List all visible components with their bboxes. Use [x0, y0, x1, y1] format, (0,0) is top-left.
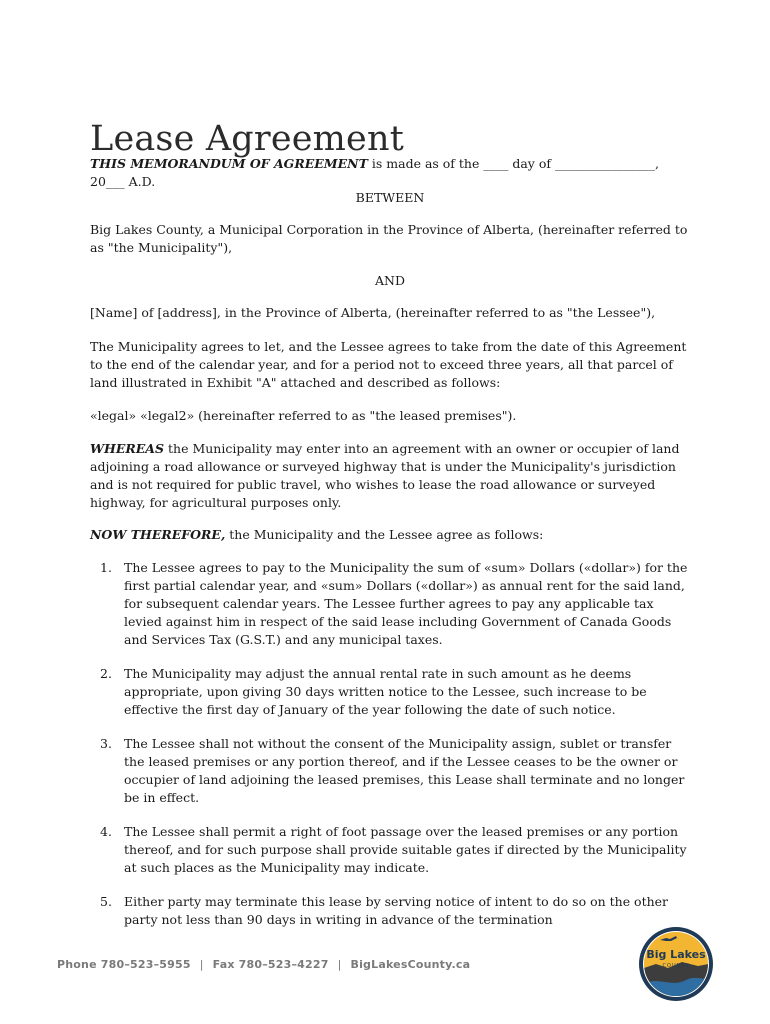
- clause-item: [90, 893, 690, 929]
- between-heading: BETWEEN: [355, 190, 425, 205]
- whereas-rest: the Municipality may enter into an agreement with an owner or occupier of land adjoining a road allowance or surveyed highway that is under the Municipality's jurisdiction and is not required for public travel, who wishes to lease the road allowance or surveyed highway, for agricultural purposes only.: [90, 441, 680, 510]
- logo-text-big: Big Lakes: [646, 948, 706, 961]
- agreement-paragraph: The Municipality agrees to let, and the Lessee agrees to take from the date of this Agreement to the end of the calendar year, and for a period not to exceed three years, all that parcel of land illustrated in Exhibit "A" attached and described as follows:: [90, 339, 687, 390]
- clause-text: The Lessee agrees to pay to the Municipality the sum of «sum» Dollars («dollar») for the first partial calendar year, and «sum» Dollars («dollar») as annual rent for the said land, for subsequent calendar years. The Lessee further agrees to pay any applicable tax levied against him in respect of the said lease including Government of Canada Goods and Services Tax (G.S.T.) and any municipal taxes.: [124, 560, 688, 647]
- clause-item: [90, 559, 690, 649]
- clause-number: 3.: [100, 736, 112, 751]
- clause-list: [90, 559, 690, 945]
- clause-text: The Municipality may adjust the annual rental rate in such amount as he deems appropriate, upon giving 30 days written notice to the Lessee, such increase to be effective the first day of January of the year following the date of such notice.: [124, 666, 647, 717]
- footer-website[interactable]: BigLakesCounty.ca: [350, 958, 471, 971]
- intro-rest: is made as of the ____ day of ________________, 20___ A.D.: [90, 156, 659, 189]
- footer-separator: |: [199, 958, 204, 971]
- footer-contact: [57, 958, 470, 971]
- clause-number: 4.: [100, 824, 112, 839]
- logo-text-small: COUNTY: [662, 963, 690, 969]
- clause-text: The Lessee shall not without the consent of the Municipality assign, sublet or transfer the leased premises or any portion thereof, and if the Lessee ceases to be the owner or occupier of land adjoining the leased premises, this Lease shall terminate and no longer be in effect.: [124, 736, 685, 805]
- whereas-paragraph: [90, 440, 690, 512]
- footer-separator: |: [337, 958, 342, 971]
- footer-fax: Fax 780–523–4227: [212, 958, 329, 971]
- now-therefore-paragraph: [90, 526, 690, 544]
- party1-paragraph: Big Lakes County, a Municipal Corporation in the Province of Alberta, (hereinafter referred to as "the Municipality"),: [90, 222, 688, 255]
- clause-number: 2.: [100, 666, 112, 681]
- and-heading: AND: [375, 273, 405, 288]
- clause-number: 5.: [100, 894, 112, 909]
- intro-lead: THIS MEMORANDUM OF AGREEMENT: [90, 156, 368, 171]
- document-title: Lease Agreement: [90, 119, 404, 160]
- big-lakes-county-logo: [638, 926, 714, 1002]
- now-therefore-rest: the Municipality and the Lessee agree as follows:: [225, 527, 544, 542]
- clause-item: [90, 823, 690, 877]
- party2-paragraph: [Name] of [address], in the Province of Alberta, (hereinafter referred to as "the Lessee"),: [90, 305, 656, 320]
- intro-paragraph: [90, 155, 690, 191]
- footer-phone: Phone 780–523–5955: [57, 958, 191, 971]
- whereas-lead: WHEREAS: [90, 441, 165, 456]
- clause-text: Either party may terminate this lease by serving notice of intent to do so on the other party not less than 90 days in writing in advance of the termination: [124, 894, 669, 927]
- legal-paragraph: «legal» «legal2» (hereinafter referred to as "the leased premises").: [90, 408, 517, 423]
- now-therefore-lead: NOW THEREFORE,: [90, 527, 226, 542]
- clause-text: The Lessee shall permit a right of foot passage over the leased premises or any portion thereof, and for such purpose shall provide suitable gates if directed by the Municipality at such places as the Municipality may indicate.: [124, 824, 687, 875]
- clause-item: [90, 735, 690, 807]
- clause-item: [90, 665, 690, 719]
- clause-number: 1.: [100, 560, 112, 575]
